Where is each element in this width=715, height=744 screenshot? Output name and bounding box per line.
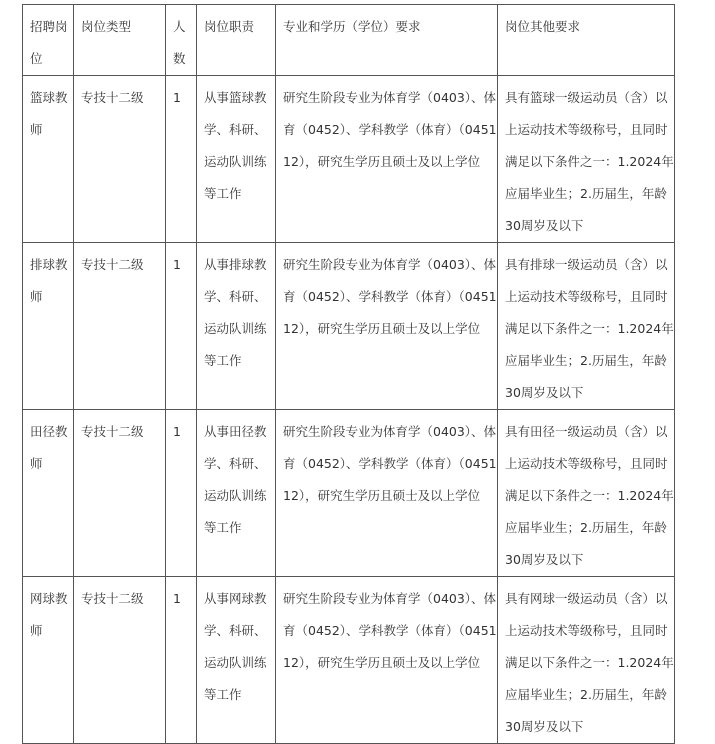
cell-education: 研究生阶段专业为体育学（0403）、体育（0452）、学科教学（体育）（045112），研究生学历且硕士及以上学位 [276, 76, 498, 243]
table-row [23, 577, 675, 744]
table-row [23, 243, 675, 410]
cell-education: 研究生阶段专业为体育学（0403）、体育（0452）、学科教学（体育）（045112），研究生学历且硕士及以上学位 [276, 410, 498, 577]
header-type: 岗位类型 [74, 5, 166, 76]
table-row [23, 410, 675, 577]
cell-duty: 从事篮球教学、科研、运动队训练等工作 [197, 76, 276, 243]
cell-other: 具有田径一级运动员（含）以上运动技术等级称号，且同时满足以下条件之一：1.2024年应届毕业生；2.历届生，年龄30周岁及以下 [498, 410, 675, 577]
table-row [23, 76, 675, 243]
cell-count: 1 [166, 410, 197, 577]
cell-position: 田径教师 [23, 410, 74, 577]
cell-type: 专技十二级 [74, 76, 166, 243]
cell-duty: 从事田径教学、科研、运动队训练等工作 [197, 410, 276, 577]
cell-position: 网球教师 [23, 577, 74, 744]
cell-type: 专技十二级 [74, 410, 166, 577]
cell-type: 专技十二级 [74, 243, 166, 410]
cell-education: 研究生阶段专业为体育学（0403）、体育（0452）、学科教学（体育）（045112），研究生学历且硕士及以上学位 [276, 577, 498, 744]
header-education: 专业和学历（学位）要求 [276, 5, 498, 76]
cell-other: 具有网球一级运动员（含）以上运动技术等级称号，且同时满足以下条件之一：1.2024年应届毕业生；2.历届生，年龄30周岁及以下 [498, 577, 675, 744]
cell-type: 专技十二级 [74, 577, 166, 744]
cell-duty: 从事排球教学、科研、运动队训练等工作 [197, 243, 276, 410]
cell-count: 1 [166, 577, 197, 744]
recruitment-table [22, 4, 675, 744]
table-header-row [23, 5, 675, 76]
cell-duty: 从事网球教学、科研、运动队训练等工作 [197, 577, 276, 744]
header-duty: 岗位职责 [197, 5, 276, 76]
header-count: 人数 [166, 5, 197, 76]
cell-count: 1 [166, 76, 197, 243]
cell-other: 具有排球一级运动员（含）以上运动技术等级称号，且同时满足以下条件之一：1.2024年应届毕业生；2.历届生，年龄30周岁及以下 [498, 243, 675, 410]
header-position: 招聘岗位 [23, 5, 74, 76]
cell-count: 1 [166, 243, 197, 410]
header-other: 岗位其他要求 [498, 5, 675, 76]
cell-other: 具有篮球一级运动员（含）以上运动技术等级称号，且同时满足以下条件之一：1.2024年应届毕业生；2.历届生，年龄30周岁及以下 [498, 76, 675, 243]
cell-education: 研究生阶段专业为体育学（0403）、体育（0452）、学科教学（体育）（045112），研究生学历且硕士及以上学位 [276, 243, 498, 410]
cell-position: 篮球教师 [23, 76, 74, 243]
cell-position: 排球教师 [23, 243, 74, 410]
